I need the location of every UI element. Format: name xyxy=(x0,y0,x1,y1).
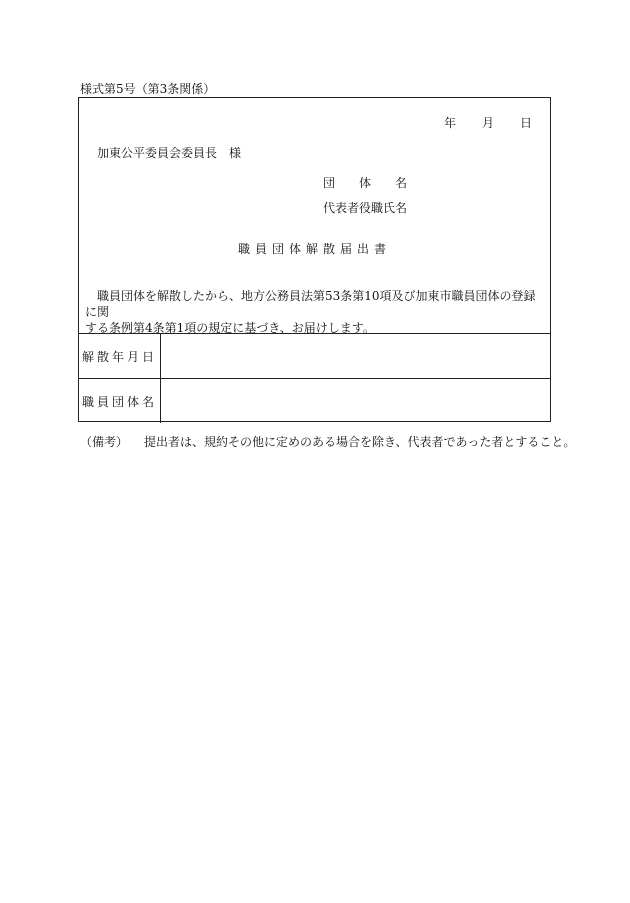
date-month-label: 月 xyxy=(481,116,494,130)
remarks-label: （備考） xyxy=(80,435,129,449)
field-label-dissolution-date: 解散年月日 xyxy=(79,334,161,378)
body-text xyxy=(85,288,544,336)
group-name-label: 団 体 名 xyxy=(323,176,408,190)
remarks xyxy=(80,433,575,450)
body-line-2: する条例第4条第1項の規定に基づき、お届けします。 xyxy=(85,321,375,335)
recipient: 加東公平委員会委員長 様 xyxy=(97,146,242,160)
date-line xyxy=(444,114,532,131)
date-day-label: 日 xyxy=(519,116,532,130)
field-row-dissolution-date xyxy=(79,333,550,378)
body-line-1: 職員団体を解散したから、地方公務員法第53条第10項及び加東市職員団体の登録に関 xyxy=(85,289,536,319)
field-row-group-name xyxy=(79,378,550,423)
representative-label: 代表者役職氏名 xyxy=(323,201,408,215)
field-label-group-name: 職員団体名 xyxy=(79,379,161,423)
form-number: 様式第5号（第3条関係） xyxy=(80,82,216,96)
field-value-dissolution-date[interactable] xyxy=(163,334,550,378)
field-value-group-name[interactable] xyxy=(163,379,550,423)
date-year-label: 年 xyxy=(443,116,456,130)
remarks-text: 提出者は、規約その他に定めのある場合を除き、代表者であった者とすること。 xyxy=(144,435,576,449)
document-title: 職員団体解散届出書 xyxy=(237,242,391,256)
form-frame xyxy=(78,97,551,422)
